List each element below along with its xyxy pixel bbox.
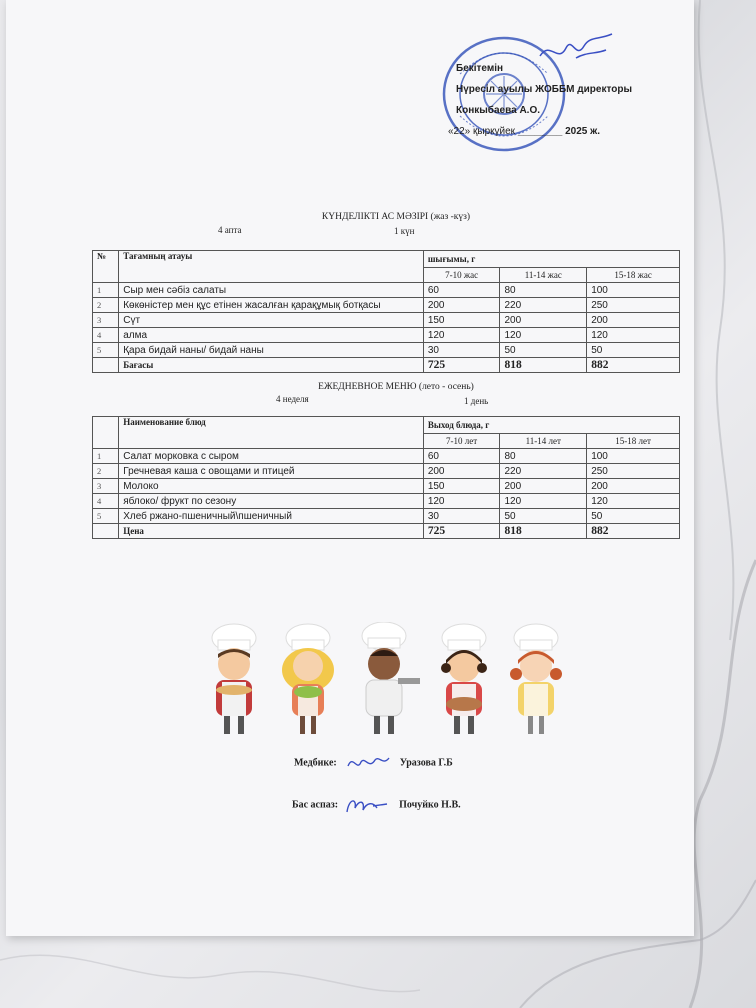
portion-value: 120	[500, 494, 587, 509]
ru-menu-title: ЕЖЕДНЕВНОЕ МЕНЮ (лето - осень)	[318, 382, 474, 392]
row-number: 5	[93, 509, 119, 524]
kz-age-2: 11-14 жас	[500, 268, 587, 283]
nurse-signature-icon	[345, 752, 391, 774]
chef-kid-icon	[510, 624, 562, 734]
chef-kid-icon	[441, 624, 487, 734]
total-row	[93, 524, 680, 539]
kz-col-output: шығымы, г	[423, 251, 679, 268]
row-number: 4	[93, 494, 119, 509]
approval-line-3: Конкыбаева А.О.	[456, 105, 541, 116]
total-label: Цена	[119, 524, 424, 539]
portion-value: 80	[500, 283, 587, 298]
chef-label: Бас аспаз:	[292, 799, 339, 811]
portion-value: 200	[587, 479, 680, 494]
approval-block	[448, 58, 632, 142]
total-value: 882	[587, 524, 680, 539]
kz-day: 1 күн	[394, 226, 415, 236]
nurse-signature-line	[294, 752, 453, 774]
row-number: 3	[93, 313, 119, 328]
portion-value: 120	[423, 494, 500, 509]
approval-date-line: ________	[517, 126, 563, 137]
nurse-label: Медбике:	[294, 757, 337, 769]
kz-age-1: 7-10 жас	[423, 268, 500, 283]
kz-age-3: 15-18 жас	[587, 268, 680, 283]
chef-name: Почуйко Н.В.	[399, 799, 461, 811]
table-row	[93, 509, 680, 524]
ru-menu-table	[92, 416, 680, 539]
total-value: 818	[500, 358, 587, 373]
kz-week: 4 апта	[218, 225, 242, 235]
table-row	[93, 479, 680, 494]
dish-name: яблоко/ фрукт по сезону	[119, 494, 424, 509]
row-number: 2	[93, 298, 119, 313]
portion-value: 30	[423, 509, 500, 524]
kz-col-num: №	[93, 251, 119, 283]
portion-value: 120	[423, 328, 500, 343]
portion-value: 200	[423, 464, 500, 479]
portion-value: 120	[587, 494, 680, 509]
menu-sheet	[6, 0, 694, 936]
portion-value: 50	[500, 343, 587, 358]
portion-value: 120	[500, 328, 587, 343]
kz-col-name: Тағамның атауы	[119, 251, 424, 283]
portion-value: 60	[423, 283, 500, 298]
portion-value: 100	[587, 283, 680, 298]
table-row	[93, 449, 680, 464]
dish-name: Сүт	[119, 313, 424, 328]
approval-date-year: 2025 ж.	[565, 126, 601, 137]
dish-name: Қара бидай наны/ бидай наны	[119, 343, 424, 358]
portion-value: 150	[423, 313, 500, 328]
portion-value: 120	[587, 328, 680, 343]
chef-kid-icon	[362, 622, 420, 734]
ru-week: 4 неделя	[276, 394, 309, 404]
portion-value: 250	[587, 298, 680, 313]
row-number: 5	[93, 343, 119, 358]
table-row	[93, 298, 680, 313]
ru-age-2: 11-14 лет	[500, 434, 587, 449]
portion-value: 250	[587, 464, 680, 479]
table-row	[93, 313, 680, 328]
portion-value: 30	[423, 343, 500, 358]
portion-value: 50	[500, 509, 587, 524]
total-empty-cell	[93, 358, 119, 373]
approval-line-2: Нүресіл ауылы ЖОББМ директоры	[456, 84, 632, 95]
kid-chefs-illustration-icon	[192, 622, 582, 744]
row-number: 1	[93, 449, 119, 464]
total-empty-cell	[93, 524, 119, 539]
portion-value: 80	[500, 449, 587, 464]
row-number: 4	[93, 328, 119, 343]
row-number: 3	[93, 479, 119, 494]
portion-value: 220	[500, 298, 587, 313]
approval-date	[448, 121, 632, 142]
total-value: 725	[423, 524, 500, 539]
total-value: 818	[500, 524, 587, 539]
portion-value: 150	[423, 479, 500, 494]
chef-signature-line	[292, 794, 461, 816]
dish-name: Сыр мен сәбіз салаты	[119, 283, 424, 298]
table-row	[93, 464, 680, 479]
total-row	[93, 358, 680, 373]
ru-col-output: Выход блюда, г	[423, 417, 679, 434]
portion-value: 60	[423, 449, 500, 464]
chef-kid-icon	[212, 624, 256, 734]
dish-name: алма	[119, 328, 424, 343]
row-number: 2	[93, 464, 119, 479]
portion-value: 50	[587, 509, 680, 524]
dish-name: Молоко	[119, 479, 424, 494]
chef-kid-icon	[282, 624, 334, 734]
dish-name: Көкөністер мен құс етінен жасалған қарақұмық ботқасы	[119, 298, 424, 313]
table-row	[93, 494, 680, 509]
dish-name: Гречневая каша с овощами и птицей	[119, 464, 424, 479]
ru-day: 1 день	[464, 396, 489, 406]
ru-col-num	[93, 417, 119, 449]
portion-value: 50	[587, 343, 680, 358]
portion-value: 220	[500, 464, 587, 479]
approval-line-1: Бекітемін	[456, 63, 504, 74]
table-row	[93, 283, 680, 298]
portion-value: 100	[587, 449, 680, 464]
total-label: Бағасы	[119, 358, 424, 373]
total-value: 882	[587, 358, 680, 373]
table-row	[93, 343, 680, 358]
portion-value: 200	[423, 298, 500, 313]
approval-date-day: «22» қыркүйек	[448, 126, 516, 137]
total-value: 725	[423, 358, 500, 373]
kz-menu-table	[92, 250, 680, 373]
ru-age-3: 15-18 лет	[587, 434, 680, 449]
portion-value: 200	[500, 313, 587, 328]
kz-menu-title: КҮНДЕЛІКТІ АС МӘЗІРІ (жаз -күз)	[321, 212, 471, 222]
table-row	[93, 328, 680, 343]
ru-col-name: Наименование блюд	[119, 417, 424, 449]
portion-value: 200	[500, 479, 587, 494]
dish-name: Салат морковка с сыром	[119, 449, 424, 464]
portion-value: 200	[587, 313, 680, 328]
nurse-name: Уразова Г.Б	[399, 757, 453, 769]
dish-name: Хлеб ржано-пшеничный\пшеничный	[119, 509, 424, 524]
ru-age-1: 7-10 лет	[423, 434, 500, 449]
chef-signature-icon	[343, 794, 389, 816]
row-number: 1	[93, 283, 119, 298]
